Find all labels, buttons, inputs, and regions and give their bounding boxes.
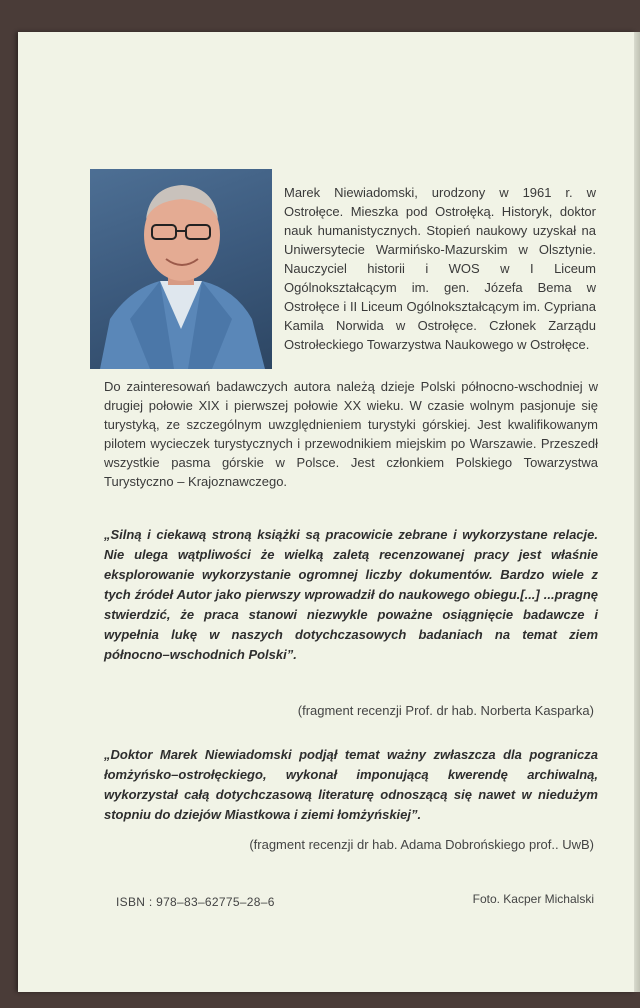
cover-edge <box>634 32 640 992</box>
review-attribution-2: (fragment recenzji dr hab. Adama Dobrońskiego prof.. UwB) <box>249 837 594 852</box>
review-quote-1: „Silną i ciekawą stroną książki są pracowicie zebrane i wykorzystane relacje. Nie ulega wątpliwości że wielką zaletą recenzowanej pracy jest właśnie eksplorowanie wykorzystanie ogromnej liczby dokumentów. Bardzo wiele z tych źródeł Autor jako pierwszy wprowadził do naukowego obiegu.[...] ...pragnę stwierdzić, że praca stanowi niezwykle poważne osiągnięcie badawcze i wypełnia lukę w naszych dotychczasowych badaniach na temat ziem północno–wschodnich Polski”. <box>104 527 598 662</box>
author-interests: Do zainteresowań badawczych autora należą dzieje Polski północno-wschodniej w drugiej połowie XIX i pierwszej połowie XX wieku. W czasie wolnym pasjonuje się turystyką, ze szczególnym uwzględnieniem turystyki górskiej. Jest kwalifikowanym pilotem wycieczek turystycznych i przewodnikiem miejskim po Warszawie. Przeszedł wszystkie pasma górskie w Polsce. Jest członkiem Polskiego Towarzystwa Turystyczno – Krajoznawczego. <box>104 379 598 489</box>
review-attribution-1: (fragment recenzji Prof. dr hab. Norberta Kasparka) <box>297 703 594 718</box>
photo-credit: Foto. Kacper Michalski <box>472 892 594 906</box>
isbn: ISBN : 978–83–62775–28–6 <box>116 895 275 909</box>
review-quote-2: „Doktor Marek Niewiadomski podjął temat ważny zwłaszcza dla pogranicza łomżyńsko–ostrołęckiego, wykonał imponującą kwerendę archiwalną, wykorzystał całą dotychczasową literaturę odnoszącą się nawet w niedużym stopniu do dziejów Miastkowa i ziemi łomżyńskiej”. <box>104 747 598 822</box>
author-bio: Marek Niewiadomski, urodzony w 1961 r. w Ostrołęce. Mieszka pod Ostrołęką. Historyk, doktor nauk humanistycznych. Stopień naukowy uzyskał na Uniwersytecie Warmińsko-Mazurskim w Olsztynie. Nauczyciel historii i WOS w I Liceum Ogólnokształcącym im. gen. Józefa Bema w Ostrołęce i II Liceum Ogólnokształcącym im. Cypriana Kamila Norwida w Ostrołęce. Członek Zarządu Ostrołeckiego Towarzystwa Naukowego w Ostrołęce. <box>284 185 596 352</box>
author-photo <box>90 169 272 369</box>
author-portrait-illustration <box>90 169 272 369</box>
book-back-cover <box>18 32 636 992</box>
